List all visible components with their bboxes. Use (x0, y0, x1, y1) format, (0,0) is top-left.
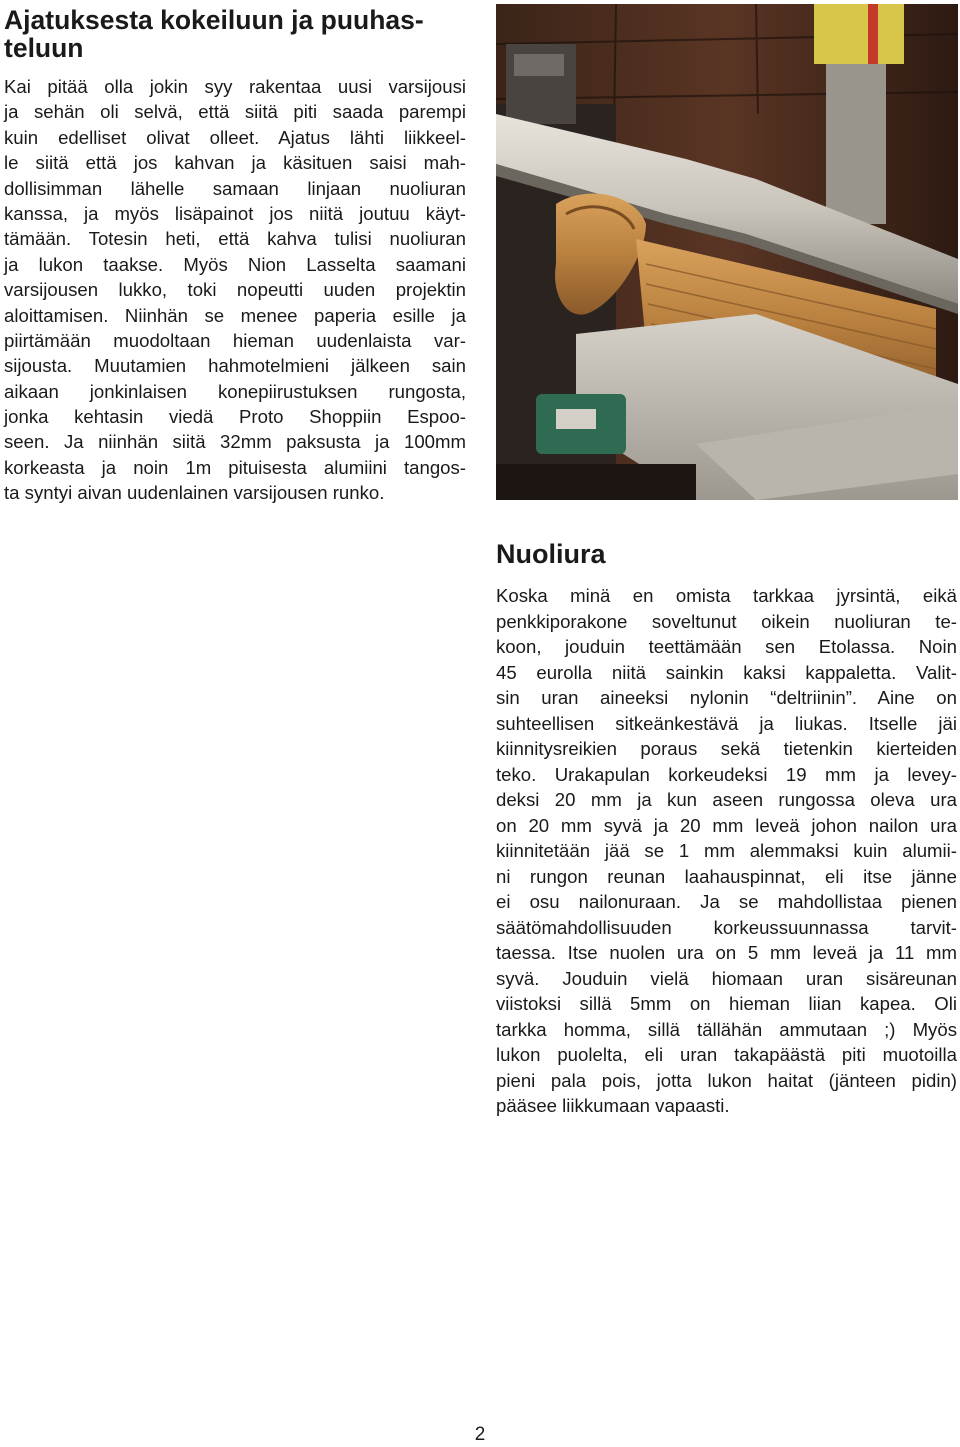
heading-line: teluun (4, 33, 84, 63)
text-line: syvä. Jouduin vielä hiomaan uran sisäreunan (496, 967, 957, 989)
text-line: sin uran aineeksi nylonin “deltriinin”. Aine on (496, 687, 957, 708)
text-line: koon, jouduin teettämään sen Etolassa. Noin (496, 636, 957, 657)
text-line: on 20 mm syvä ja 20 mm leveä johon nailon ura (496, 814, 957, 836)
text-line: kiinnitysreikien poraus sekä tietenkin kierteiden (496, 738, 957, 759)
text-line: aikaan jonkinlaisen konepiirustuksen rungosta, (4, 380, 466, 402)
text-line: säätömahdollisuuden korkeussuunnassa tarvit- (496, 916, 957, 938)
text-line: pääsee liikkumaan vapaasti. (496, 1095, 730, 1116)
text-line: ni rungon reunan laahauspinnat, eli itse jänne (496, 865, 957, 887)
text-line: dollisimman lähelle samaan linjaan nuoliuran (4, 177, 466, 199)
text-line: 45 eurolla niitä sainkin kaksi kappaletta. Valit- (496, 661, 957, 683)
text-line: ja sehän oli selvä, että siitä piti saada parempi (4, 101, 466, 123)
workshop-photo (496, 4, 958, 500)
text-line: suhteellisen sitkeänkestävä ja liukas. Itselle jäi (496, 712, 957, 734)
text-line: kiinnitetään jää se 1 mm alemmaksi kuin alumii- (496, 840, 957, 861)
text-line: sijousta. Muutamien hahmotelmieni jälkeen sain (4, 355, 466, 377)
text-line: viistoksi sillä 5mm on hieman liian kapea. Oli (496, 993, 957, 1014)
text-line: taessa. Itse nuolen ura on 5 mm leveä ja 11 mm (496, 942, 957, 963)
text-line: Koska minä en omista tarkkaa jyrsintä, eikä (496, 585, 957, 606)
text-line: ei osu nailonuraan. Ja se mahdollistaa pienen (496, 891, 957, 912)
text-line: pieni pala pois, jotta lukon haitat (jänteen pidin) (496, 1069, 957, 1091)
text-line: jonka kehtasin viedä Proto Shoppiin Espoo- (4, 406, 466, 428)
body-text-right (496, 583, 957, 1119)
text-line: piirtämään muodoltaan hieman uudenlaista var- (4, 329, 466, 351)
text-line: ta syntyi aivan uudenlainen varsijousen runko. (4, 482, 385, 504)
text-line: tarkka homma, sillä tällähän ammutaan ;) Myös (496, 1018, 957, 1040)
text-line: tämään. Totesin heti, että kahva tulisi nuoliuran (4, 228, 466, 250)
text-line: korkeasta ja noin 1m pituisesta alumiini tangos- (4, 456, 466, 478)
text-line: ja lukon taakse. Myös Nion Lasselta saamani (4, 253, 466, 275)
text-line: varsijousen lukko, toki nopeutti uuden projektin (4, 279, 466, 301)
page-number: 2 (474, 1424, 486, 1445)
text-line: lukon puolelta, eli uran takapäästä piti muotoilla (496, 1044, 957, 1065)
section-heading-nuoliura: Nuoliura (496, 539, 606, 569)
heading-line: Ajatuksesta kokeiluun ja puuhas- (4, 5, 424, 35)
text-line: kanssa, ja myös lisäpainot jos niitä joutuu käyt- (4, 202, 466, 224)
text-line: deksi 20 mm ja kun aseen rungossa oleva ura (496, 789, 957, 810)
body-text-left (4, 74, 466, 506)
text-line: aloittamisen. Niinhän se menee paperia esille ja (4, 304, 466, 326)
text-line: le siitä että jos kahvan ja käsituen saisi mah- (4, 152, 466, 174)
text-line: teko. Urakapulan korkeudeksi 19 mm ja levey- (496, 763, 957, 785)
text-line: seen. Ja niinhän siitä 32mm paksusta ja 100mm (4, 431, 466, 453)
text-line: penkkiporakone soveltunut oikein nuoliuran te- (496, 610, 957, 632)
text-line: Kai pitää olla jokin syy rakentaa uusi varsijousi (4, 76, 466, 97)
section-heading-ajatuksesta (4, 6, 474, 62)
text-line: kuin edelliset olivat olleet. Ajatus lähti liikkeel- (4, 126, 466, 148)
